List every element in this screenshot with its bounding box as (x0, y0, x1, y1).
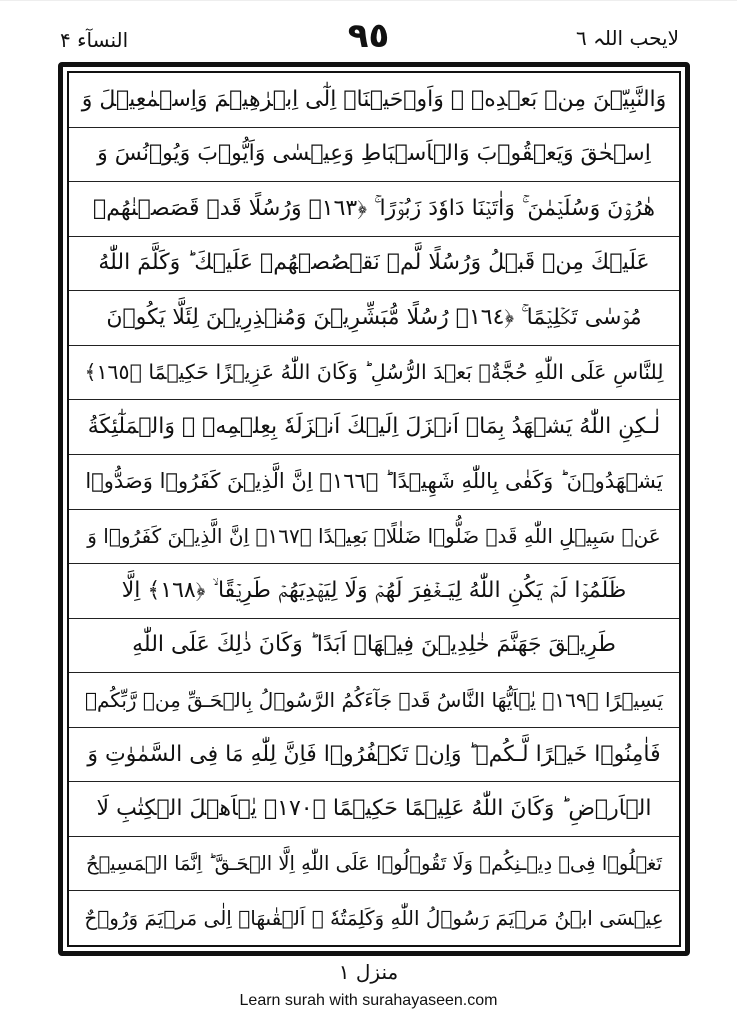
verse-line: لٰـكِنِ اللّٰهُ يَشۡهَدُ بِمَاۤ اَنۡزَلَ اِلَيۡكَ اَنۡزَلَهٗ بِعِلۡمِهٖ ۚ وَالۡمَلٰٓئِكَةُ (69, 400, 679, 455)
verse-line: هٰرُوۡنَ وَسُلَيۡمٰنَ ۚ وَاٰتَيۡنَا دَاوٗدَ زَبُوۡرًا ۚ ﴿١٦٣﴾ وَرُسُلًا قَدۡ قَصَصۡنٰهُمۡ (69, 182, 679, 237)
verse-line: ظَلَمُوۡا لَمۡ يَكُنِ اللّٰهُ لِيَـغۡفِرَ لَهُمۡ وَلَا لِيَهۡدِيَهُمۡ طَرِيۡقًا ۙ ﴿١٦٨﴾ اِلَّا (69, 564, 679, 619)
text-frame-inner (67, 71, 681, 947)
verse-line: عَلَيۡكَ مِنۡ قَبۡلُ وَرُسُلًا لَّمۡ نَقۡصُصۡهُمۡ عَلَيۡكَ ؕ وَكَلَّمَ اللّٰهُ (69, 237, 679, 292)
page-header (0, 0, 737, 62)
website-note: Learn surah with surahayaseen.com (239, 992, 498, 1009)
page-number: ٩٥ (347, 16, 390, 56)
verse-line: الۡاَرۡضِ ؕ وَكَانَ اللّٰهُ عَلِيۡمًا حَكِيۡمًا ﴿١٧٠﴾ يٰۤاَهۡلَ الۡكِتٰبِ لَا (69, 782, 679, 837)
verse-line: مُوۡسٰى تَكۡلِيۡمًا ۚ ﴿١٦٤﴾ رُسُلًا مُّبَشِّرِيۡنَ وَمُنۡذِرِيۡنَ لِئَلَّا يَكُوۡنَ (69, 291, 679, 346)
verse-line: عَنۡ سَبِيۡلِ اللّٰهِ قَدۡ ضَلُّوۡا ضَلٰلًاۢ بَعِيۡدًا ﴿١٦٧﴾ اِنَّ الَّذِيۡنَ كَفَرُوۡا وَ (69, 510, 679, 565)
verse-line: يَشۡهَدُوۡنَ ؕ وَكَفٰى بِاللّٰهِ شَهِيۡدًا ؕ ﴿١٦٦﴾ اِنَّ الَّذِيۡنَ كَفَرُوۡا وَصَدُّوۡا (69, 455, 679, 510)
juz-name: لایحب اللہ ٦ (576, 26, 679, 50)
text-frame (58, 62, 690, 956)
verse-line: لِلنَّاسِ عَلَى اللّٰهِ حُجَّةٌۢ بَعۡدَ الرُّسُلِ ؕ وَكَانَ اللّٰهُ عَزِيۡزًا حَكِيۡمًا ﴿١٦٥﴾ (69, 346, 679, 401)
manzil-label: منزل ١ (338, 960, 399, 984)
verse-line: اِسۡحٰقَ وَيَعۡقُوۡبَ وَالۡاَسۡبَاطِ وَعِيۡسٰى وَاَيُّوۡبَ وَيُوۡنُسَ وَ (69, 128, 679, 183)
verse-line: فَاٰمِنُوۡا خَيۡرًا لَّـكُمۡ ؕ وَاِنۡ تَكۡفُرُوۡا فَاِنَّ لِلّٰهِ مَا فِى السَّمٰوٰتِ وَ (69, 728, 679, 783)
verse-line: طَرِيۡقَ جَهَنَّمَ خٰلِدِيۡنَ فِيۡهَاۤ اَبَدًا ؕ وَكَانَ ذٰلِكَ عَلَى اللّٰهِ (69, 619, 679, 674)
verse-line: عِيۡسَى ابۡنُ مَرۡيَمَ رَسُوۡلُ اللّٰهِ وَكَلِمَتُهٗ ۚ اَلۡقٰٮهَاۤ اِلٰى مَرۡيَمَ وَرُوۡحٌ (84, 906, 664, 931)
verse-line: وَالنَّبِيّٖنَ مِنۡ بَعۡدِهٖ ۚ وَاَوۡحَيۡنَاۤ اِلٰٓى اِبۡرٰهِيۡمَ وَاِسۡمٰعِيۡلَ وَ (69, 73, 679, 128)
surah-name: النسآء ۴ (60, 28, 129, 52)
verse-line: يَسِيۡرًا ﴿١٦٩﴾ يٰۤاَيُّهَا النَّاسُ قَدۡ جَآءَكُمُ الرَّسُوۡلُ بِالۡحَـقِّ مِنۡ رَّبِّكُمۡ (69, 673, 679, 728)
verse-line: تَغۡلُوۡا فِىۡ دِيۡـنِكُمۡ وَلَا تَقُوۡلُوۡا عَلَى اللّٰهِ اِلَّا الۡحَـقَّ ؕ اِنَّمَا الۡمَسِيۡحُ (69, 837, 679, 892)
